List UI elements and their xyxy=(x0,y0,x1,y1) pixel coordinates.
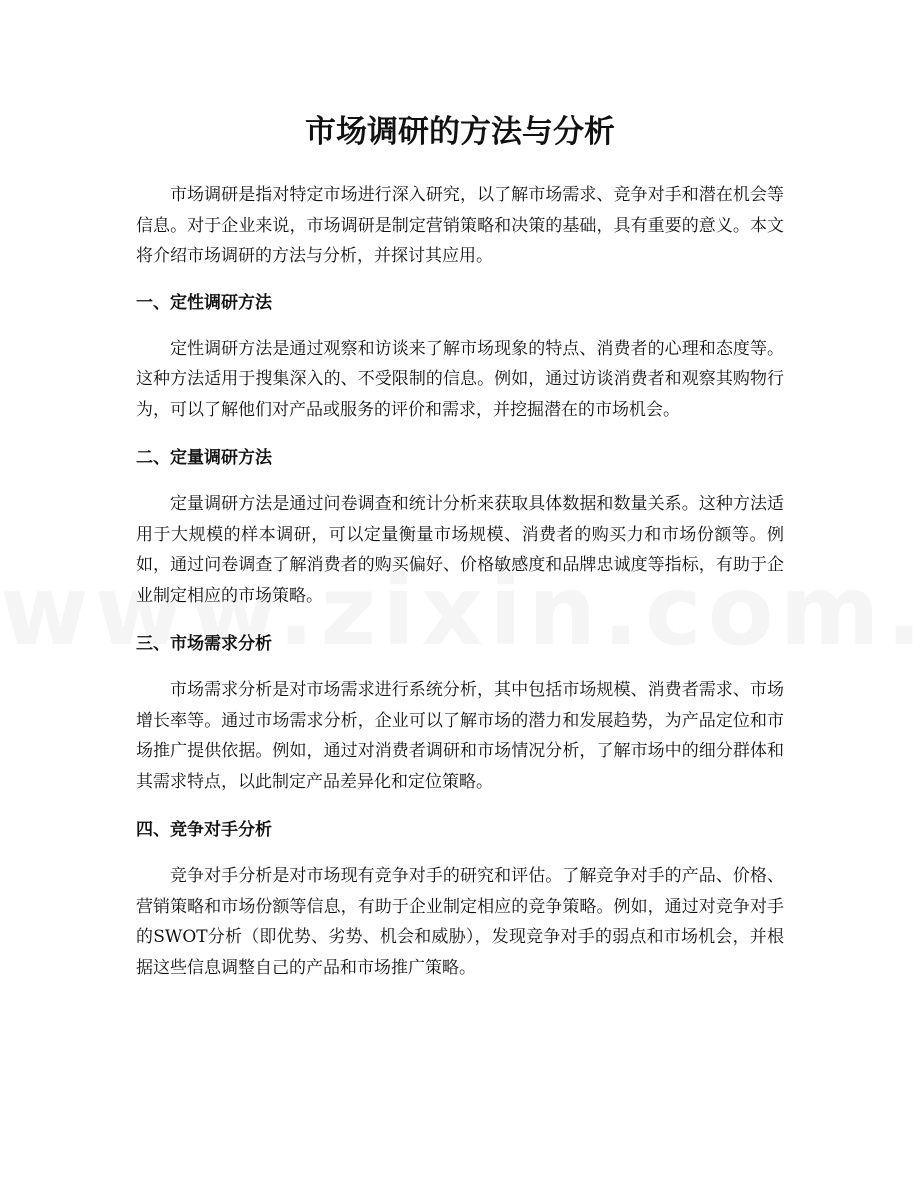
page-title: 市场调研的方法与分析 xyxy=(305,114,615,150)
section-heading-qualitative: 一、定性调研方法 xyxy=(136,292,272,313)
document-body xyxy=(136,180,784,983)
section-body-competitor-analysis: 竞争对手分析是对市场现有竞争对手的研究和评估。了解竞争对手的产品、价格、营销策略和市场份额等信息，有助于企业制定相应的竞争策略。例如，通过对竞争对手的SWOT分析（即优势、劣势、机会和威胁），发现竞争对手的弱点和市场机会，并根据这些信息调整自己的产品和市场推广策略。 xyxy=(136,866,784,978)
section-body-quantitative: 定量调研方法是通过问卷调查和统计分析来获取具体数据和数量关系。这种方法适用于大规模的样本调研，可以定量衡量市场规模、消费者的购买力和市场份额等。例如，通过问卷调查了解消费者的购买偏好、价格敏感度和品牌忠诚度等指标，有助于企业制定相应的市场策略。 xyxy=(136,494,784,606)
section-heading-competitor-analysis: 四、竞争对手分析 xyxy=(136,820,272,840)
section-heading-demand-analysis: 三、市场需求分析 xyxy=(136,634,272,654)
section-heading-quantitative: 二、定量调研方法 xyxy=(136,448,272,468)
intro-paragraph: 市场调研是指对特定市场进行深入研究，以了解市场需求、竞争对手和潜在机会等信息。对于企业来说，市场调研是制定营销策略和决策的基础，具有重要的意义。本文将介绍市场调研的方法与分析，并探讨其应用。 xyxy=(136,185,784,266)
section-body-qualitative: 定性调研方法是通过观察和访谈来了解市场现象的特点、消费者的心理和态度等。这种方法适用于搜集深入的、不受限制的信息。例如，通过访谈消费者和观察其购物行为，可以了解他们对产品或服务的评价和需求，并挖掘潜在的市场机会。 xyxy=(136,338,784,420)
section-body-demand-analysis: 市场需求分析是对市场需求进行系统分析，其中包括市场规模、消费者需求、市场增长率等。通过市场需求分析，企业可以了解市场的潜力和发展趋势，为产品定位和市场推广提供依据。例如，通过对消费者调研和市场情况分析，了解市场中的细分群体和其需求特点，以此制定产品差异化和定位策略。 xyxy=(136,680,784,792)
